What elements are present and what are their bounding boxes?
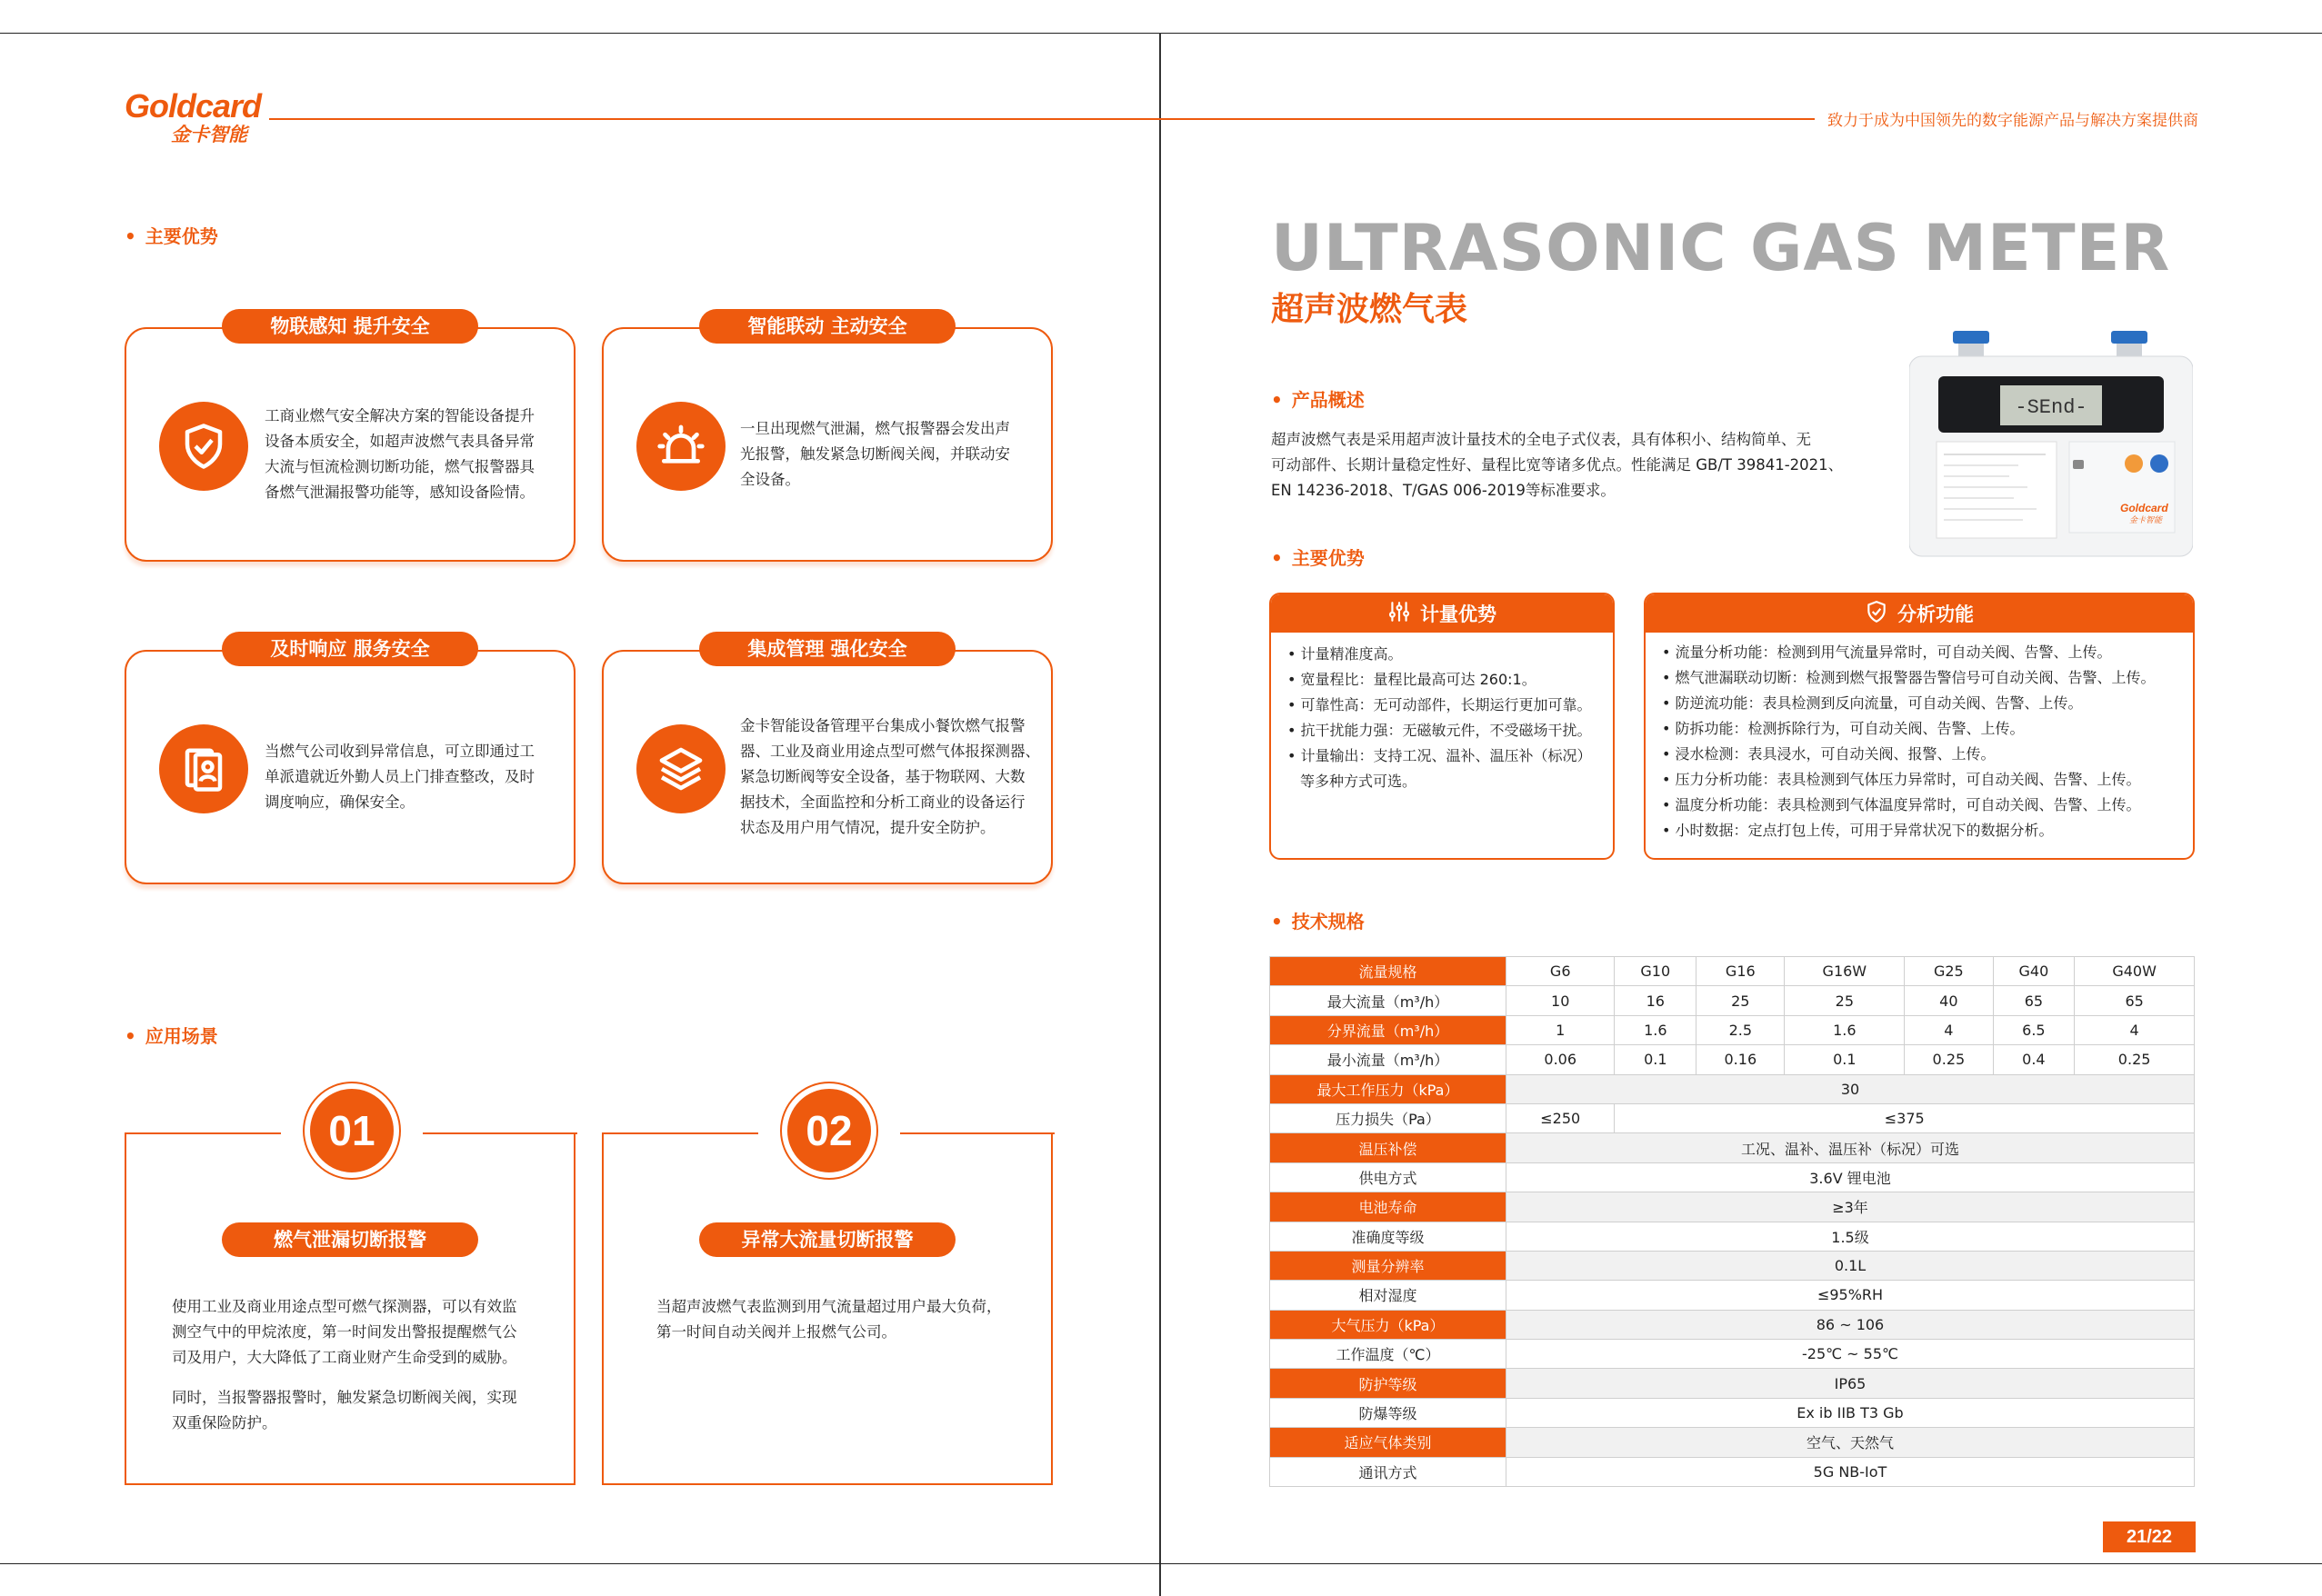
advantage-card-3 xyxy=(125,650,575,884)
slogan: 致力于成为中国领先的数字能源产品与解决方案提供商 xyxy=(1827,112,2198,130)
list-item: • 计量精准度高。 xyxy=(1287,642,1596,667)
list-item: • 压力分析功能：表具检测到气体压力异常时，可自动关阀、告警、上传。 xyxy=(1662,767,2177,793)
left-advantages-title: • 主要优势 xyxy=(125,222,218,248)
overview-text: 超声波燃气表是采用超声波计量技术的全电子式仪表，具有体积小、结构简单、无 可动部件、长期计量稳定性好、量程比宽等诸多优点。性能满足 GB/T 39841-2021、 EN 14236-2018、T/GAS 006-2019等标准要求。 xyxy=(1271,431,1844,499)
scene-1-tag: 燃气泄漏切断报警 xyxy=(222,1222,478,1257)
table-row: 相对湿度 ≤95%RH xyxy=(1270,1281,2195,1310)
top-border xyxy=(0,33,2322,34)
card-1-tag: 物联感知 提升安全 xyxy=(222,309,478,344)
list-item: • 浸水检测：表具浸水，可自动关阀、报警、上传。 xyxy=(1662,742,2177,767)
metering-list xyxy=(1271,633,1613,803)
gas-meter-image xyxy=(1909,325,2193,558)
table-row: 工作温度（℃） -25℃ ~ 55℃ xyxy=(1270,1340,2195,1369)
card-2-tag: 智能联动 主动安全 xyxy=(699,309,956,344)
logo-text-en: Goldcard xyxy=(125,87,262,125)
right-advantages-title: • 主要优势 xyxy=(1271,544,1365,570)
advantage-card-1 xyxy=(125,327,575,562)
table-row: 电池寿命 ≥3年 xyxy=(1270,1192,2195,1222)
table-row: 最大工作压力（kPa） 30 xyxy=(1270,1074,2195,1103)
list-item: • 宽量程比：量程比最高可达 260:1。 xyxy=(1287,667,1596,693)
table-row: 适应气体类别 空气、天然气 xyxy=(1270,1428,2195,1457)
card-4-text: 金卡智能设备管理平台集成小餐饮燃气报警 器、工业及商业用途点型可燃气体报探测器、 紧急切断阀等安全设备，基于物联网、大数 据技术，全面监控和分析工商业的设备运行 状态及用户用气情况，提升安全防护。 xyxy=(740,717,1040,836)
scene-card-1 xyxy=(125,1132,575,1485)
page-number: 21/22 xyxy=(2103,1521,2196,1552)
list-item: • 抗干扰能力强：无磁敏元件，不受磁场干扰。 xyxy=(1287,718,1596,743)
sliders-icon xyxy=(1387,600,1411,628)
scene-card-2 xyxy=(602,1132,1053,1485)
scene-2-tag: 异常大流量切断报警 xyxy=(699,1222,956,1257)
layers-icon xyxy=(636,724,726,813)
staff-card-icon xyxy=(159,724,248,813)
table-row: 供电方式 3.6V 锂电池 xyxy=(1270,1162,2195,1192)
spec-table xyxy=(1269,956,2195,1487)
list-item: • 可靠性高：无可动部件，长期运行更加可靠。 xyxy=(1287,693,1596,718)
scene-2-number: 02 xyxy=(782,1083,876,1178)
table-row: 通讯方式 5G NB-IoT xyxy=(1270,1457,2195,1486)
table-row: 准确度等级 1.5级 xyxy=(1270,1222,2195,1251)
list-item: • 流量分析功能：检测到用气流量异常时，可自动关阀、告警、上传。 xyxy=(1662,640,2177,665)
table-row: 流量规格 G6 G10 G16 G16W G25 G40 G40W xyxy=(1270,957,2195,986)
table-row: 防爆等级 Ex ib IIB T3 Gb xyxy=(1270,1398,2195,1427)
alarm-light-icon xyxy=(636,402,726,491)
table-row: 压力损失（Pa） ≤250 ≤375 xyxy=(1270,1103,2195,1132)
table-row: 温压补偿 工况、温补、温压补（标况）可选 xyxy=(1270,1133,2195,1162)
product-title-cn: 超声波燃气表 xyxy=(1271,291,1468,328)
scenes-title: • 应用场景 xyxy=(125,1022,218,1048)
table-row: 最小流量（m³/h） 0.06 0.1 0.16 0.1 0.25 0.4 0.25 xyxy=(1270,1045,2195,1074)
card-1-text: 工商业燃气安全解决方案的智能设备提升 设备本质安全，如超声波燃气表具备异常 大流与恒流检测切断功能，燃气报警器具 备燃气泄漏报警功能等，感知设备险情。 xyxy=(265,407,535,501)
page-spine xyxy=(1159,33,1161,1596)
list-item: • 燃气泄漏联动切断：检测到燃气报警器告警信号可自动关阀、告警、上传。 xyxy=(1662,665,2177,691)
card-2-text: 一旦出现燃气泄漏，燃气报警器会发出声 光报警，触发紧急切断阀关阀，并联动安 全设备。 xyxy=(740,420,1010,488)
shield-check-icon xyxy=(1865,600,1888,628)
meter-brand-cn: 金卡智能 xyxy=(2129,516,2163,525)
metering-box xyxy=(1269,593,1615,860)
table-row: 防护等级 IP65 xyxy=(1270,1369,2195,1398)
overview-title: • 产品概述 xyxy=(1271,385,1365,412)
advantage-card-4 xyxy=(602,650,1053,884)
analysis-header: 分析功能 xyxy=(1646,594,2193,633)
shield-check-icon xyxy=(159,402,248,491)
card-3-text: 当燃气公司收到异常信息，可立即通过工 单派遣就近外勤人员上门排查整改，及时 调度响应，确保安全。 xyxy=(265,743,535,811)
table-row: 最大流量（m³/h） 10 16 25 25 40 65 65 xyxy=(1270,986,2195,1015)
bottom-border xyxy=(0,1563,2322,1564)
table-row: 测量分辨率 0.1L xyxy=(1270,1251,2195,1280)
card-3-tag: 及时响应 服务安全 xyxy=(222,632,478,666)
card-4-tag: 集成管理 强化安全 xyxy=(699,632,956,666)
logo-text-cn: 金卡智能 xyxy=(171,124,247,145)
analysis-list xyxy=(1646,633,2193,853)
list-item: • 计量输出：支持工况、温补、温压补（标况）等多种方式可选。 xyxy=(1287,743,1596,794)
meter-brand: Goldcard xyxy=(2120,502,2168,514)
meter-display-text: -SEnd- xyxy=(2015,396,2087,419)
list-item: • 温度分析功能：表具检测到气体温度异常时，可自动关阀、告警、上传。 xyxy=(1662,793,2177,818)
scene-1-number: 01 xyxy=(305,1083,399,1178)
advantage-card-2 xyxy=(602,327,1053,562)
spec-title: • 技术规格 xyxy=(1271,907,1365,933)
list-item: • 防逆流功能：表具检测到反向流量，可自动关阀、告警、上传。 xyxy=(1662,691,2177,716)
list-item: • 小时数据：定点打包上传，可用于异常状况下的数据分析。 xyxy=(1662,818,2177,843)
header-line xyxy=(269,118,1815,120)
scene-2-text: 当超声波燃气表监测到用气流量超过用户最大负荷， 第一时间自动关阀并上报燃气公司。 xyxy=(656,1298,1002,1341)
metering-header: 计量优势 xyxy=(1271,594,1613,633)
product-title-en: ULTRASONIC GAS METER xyxy=(1271,211,2171,285)
scene-1-text: 使用工业及商业用途点型可燃气探测器，可以有效监 测空气中的甲烷浓度，第一时间发出警报提醒燃气公 司及用户，大大降低了工商业财产生命受到的威胁。 同时，当报警器报警时，触发紧急切断阀关阀，实现 双重保险防护。 xyxy=(172,1298,517,1431)
table-row: 分界流量（m³/h） 1 1.6 2.5 1.6 4 6.5 4 xyxy=(1270,1015,2195,1044)
table-row: 大气压力（kPa） 86 ~ 106 xyxy=(1270,1310,2195,1339)
list-item: • 防拆功能：检测拆除行为，可自动关阀、告警、上传。 xyxy=(1662,716,2177,742)
analysis-box xyxy=(1644,593,2195,860)
